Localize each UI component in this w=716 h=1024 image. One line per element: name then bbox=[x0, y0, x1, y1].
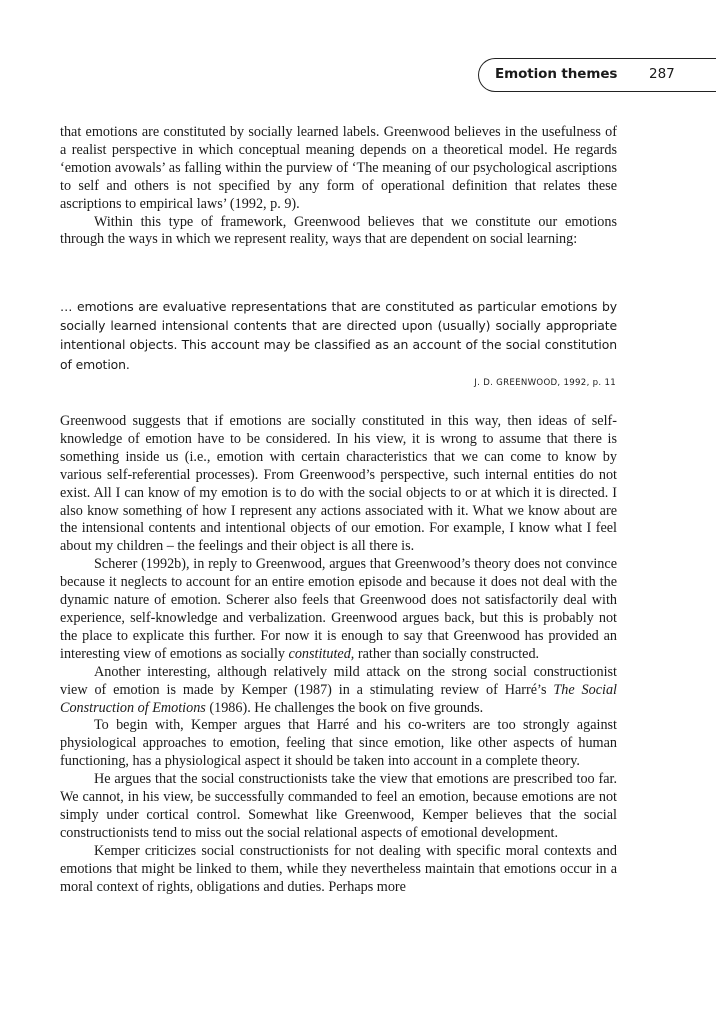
running-head bbox=[478, 58, 716, 92]
emphasis-text: constituted, bbox=[288, 645, 355, 662]
page-number: 287 bbox=[649, 66, 675, 82]
paragraph: Within this type of framework, Greenwood believes that we constitute our emotions through the ways in which we represent reality, ways that are dependent on social learning: bbox=[60, 213, 617, 248]
paragraph: that emotions are constituted by socially learned labels. Greenwood believes in the usefulness of a realist perspective in which conceptual meaning depends on a theoretical model. He regards ‘emotion avowals’ as falling within the purview of ‘The meaning of our psychological ascriptions to self and others is not specified by any form of operational definition that relates these ascriptions to empirical laws’ (1992, p. 9). bbox=[60, 124, 617, 212]
paragraph-text: rather than socially constructed. bbox=[354, 645, 540, 662]
body-text-top bbox=[60, 124, 617, 249]
quote-attribution: J. D. GREENWOOD, 1992, p. 11 bbox=[474, 378, 616, 388]
block-quote: … emotions are evaluative representations that are constituted as particular emotions by socially learned intensional contents that are directed upon (usually) socially appropriate intentional objects. This account may be classified as an account of the social constitution of emotion. bbox=[60, 299, 617, 372]
paragraph bbox=[60, 556, 617, 663]
paragraph: Greenwood suggests that if emotions are socially constituted in this way, then ideas of self-knowledge of emotion have to be considered. In his view, it is wrong to assume that there is something inside us (i.e., emotion with certain characteristics that we can come to know by various self-referential processes). From Greenwood’s perspective, such internal entities do not exist. All I can know of my emotion is to do with the social objects to or at which it is directed. I also know something of how I represent any actions associated with it. What we know about are the intensional contents and intentional objects of our emotion. For example, I know what I feel about my children – the feelings and their object is all there is. bbox=[60, 413, 617, 555]
paragraph-text: (1986). He challenges the book on five grounds. bbox=[205, 699, 484, 716]
book-title: The Social Construction of Emotions bbox=[60, 681, 617, 716]
paragraph bbox=[60, 664, 617, 718]
paragraph-text: Another interesting, although relatively mild attack on the strong social constructionist view of emotion is made by Kemper (1987) in a stimulating review of Harré’s bbox=[60, 663, 617, 698]
paragraph: He argues that the social constructionists take the view that emotions are prescribed too far. We cannot, in his view, be successfully commanded to feel an emotion, because emotions are not simply under cortical control. Somewhat like Greenwood, Kemper believes that the social constructionists tend to miss out the social relational aspects of emotional development. bbox=[60, 771, 617, 841]
paragraph-text: Scherer (1992b), in reply to Greenwood, argues that Greenwood’s theory does not convince because it neglects to account for an entire emotion episode and because it does not deal with the dynamic nature of emotion. Scherer also feels that Greenwood does not satisfactorily deal with experience, self-knowledge and verbalization. Greenwood argues back, but this is probably not the place to explicate this further. For now it is enough to say that Greenwood has provided an interesting view of emotions as socially bbox=[60, 556, 617, 662]
paragraph: To begin with, Kemper argues that Harré and his co-writers are too strongly against physiological approaches to emotion, feeling that since emotion, like other aspects of human functioning, has a physiological aspect it should be taken into account in a complete theory. bbox=[60, 717, 617, 770]
body-text-bottom bbox=[60, 413, 617, 896]
section-title: Emotion themes bbox=[495, 66, 618, 82]
paragraph: Kemper criticizes social constructionists for not dealing with specific moral contexts and emotions that might be linked to them, while they nevertheless maintain that emotions occur in a moral context of rights, obligations and duties. Perhaps more bbox=[60, 842, 617, 895]
